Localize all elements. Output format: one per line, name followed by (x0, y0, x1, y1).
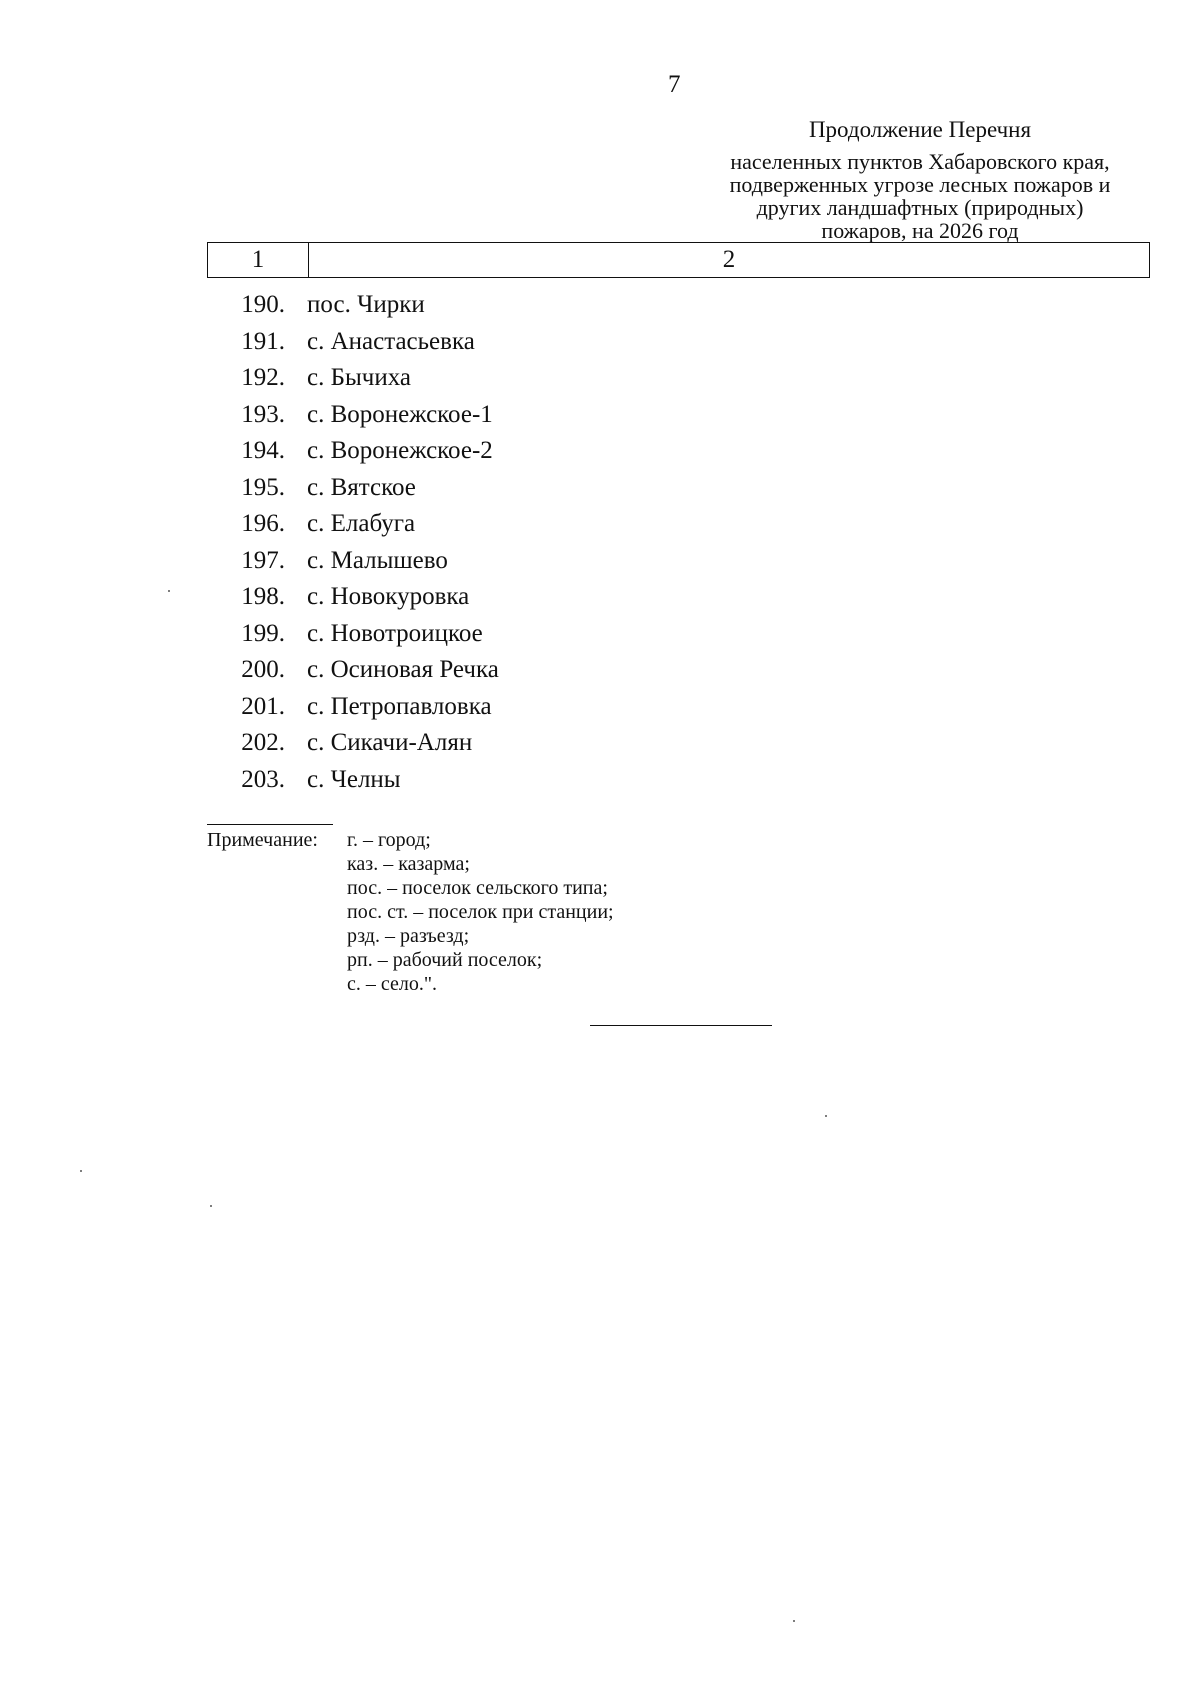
settlement-name: с. Сикачи-Алян (307, 729, 473, 756)
notes-label: Примечание: (207, 829, 318, 851)
row-number: 193. (241, 400, 285, 428)
heading-line: пожаров, на 2026 год (821, 218, 1019, 243)
page-number: 7 (668, 71, 681, 98)
heading-line: населенных пунктов Хабаровского края, (730, 149, 1110, 174)
row-number: 196. (241, 510, 285, 537)
scan-speck (793, 1620, 795, 1622)
footnote-divider (207, 824, 333, 825)
settlement-name: с. Воронежское-2 (307, 437, 493, 464)
notes-items (347, 828, 614, 996)
scan-speck (168, 590, 170, 592)
table-row (207, 652, 1107, 689)
table-row (207, 543, 1107, 580)
note-item: пос. ст. – поселок при станции; (347, 901, 614, 923)
column-header-table (207, 242, 1150, 278)
heading-line: подверженных угрозе лесных пожаров и (729, 172, 1111, 197)
end-divider (590, 1025, 772, 1026)
settlement-name: с. Воронежское-1 (307, 400, 493, 428)
row-number: 192. (241, 364, 285, 391)
note-item: рп. – рабочий поселок; (347, 949, 543, 971)
document-heading (690, 118, 1150, 243)
note-item: пос. – поселок сельского типа; (347, 877, 608, 899)
scan-speck (210, 1205, 212, 1207)
note-item: г. – город; (347, 829, 431, 851)
note-item: с. – село.". (347, 973, 438, 995)
settlement-name: с. Бычиха (307, 364, 411, 391)
column-header-name: 2 (309, 243, 1150, 278)
table-row (207, 579, 1107, 616)
table-row (207, 433, 1107, 470)
row-number: 201. (241, 692, 285, 720)
settlement-list (207, 287, 1107, 798)
table-row (207, 360, 1107, 397)
note-item: каз. – казарма; (347, 853, 470, 875)
table-row (207, 616, 1107, 653)
settlement-name: с. Петропавловка (307, 692, 492, 720)
row-number: 195. (241, 473, 285, 501)
table-row (207, 287, 1107, 324)
settlement-name: с. Новокуровка (307, 583, 470, 610)
table-row (207, 689, 1107, 726)
row-number: 202. (241, 729, 285, 756)
settlement-name: с. Осиновая Речка (307, 656, 499, 683)
row-number: 203. (241, 765, 285, 793)
row-number: 190. (241, 291, 285, 318)
scan-speck (825, 1115, 827, 1117)
row-number: 200. (241, 656, 285, 683)
row-number: 191. (241, 327, 285, 355)
abbreviation-notes (207, 828, 614, 996)
row-number: 199. (241, 619, 285, 647)
heading-title: Продолжение Перечня (808, 117, 1032, 142)
note-item: рзд. – разъезд; (347, 925, 470, 947)
heading-line: других ландшафтных (природных) (756, 195, 1084, 220)
scan-speck (80, 1170, 82, 1172)
settlement-name: с. Елабуга (307, 510, 416, 537)
settlement-name: с. Новотроицкое (307, 619, 483, 647)
settlement-name: с. Анастасьевка (307, 327, 475, 355)
row-number: 197. (241, 546, 285, 574)
row-number: 194. (241, 437, 285, 464)
column-header-number: 1 (208, 243, 309, 278)
row-number: 198. (241, 583, 285, 610)
settlement-name: с. Малышево (307, 546, 448, 574)
settlement-name: пос. Чирки (307, 291, 425, 318)
settlement-name: с. Челны (307, 765, 401, 793)
settlement-name: с. Вятское (307, 473, 416, 501)
table-row (207, 762, 1107, 799)
table-row (207, 725, 1107, 762)
table-row (207, 397, 1107, 434)
table-row (207, 324, 1107, 361)
table-row (207, 470, 1107, 507)
table-row (207, 506, 1107, 543)
